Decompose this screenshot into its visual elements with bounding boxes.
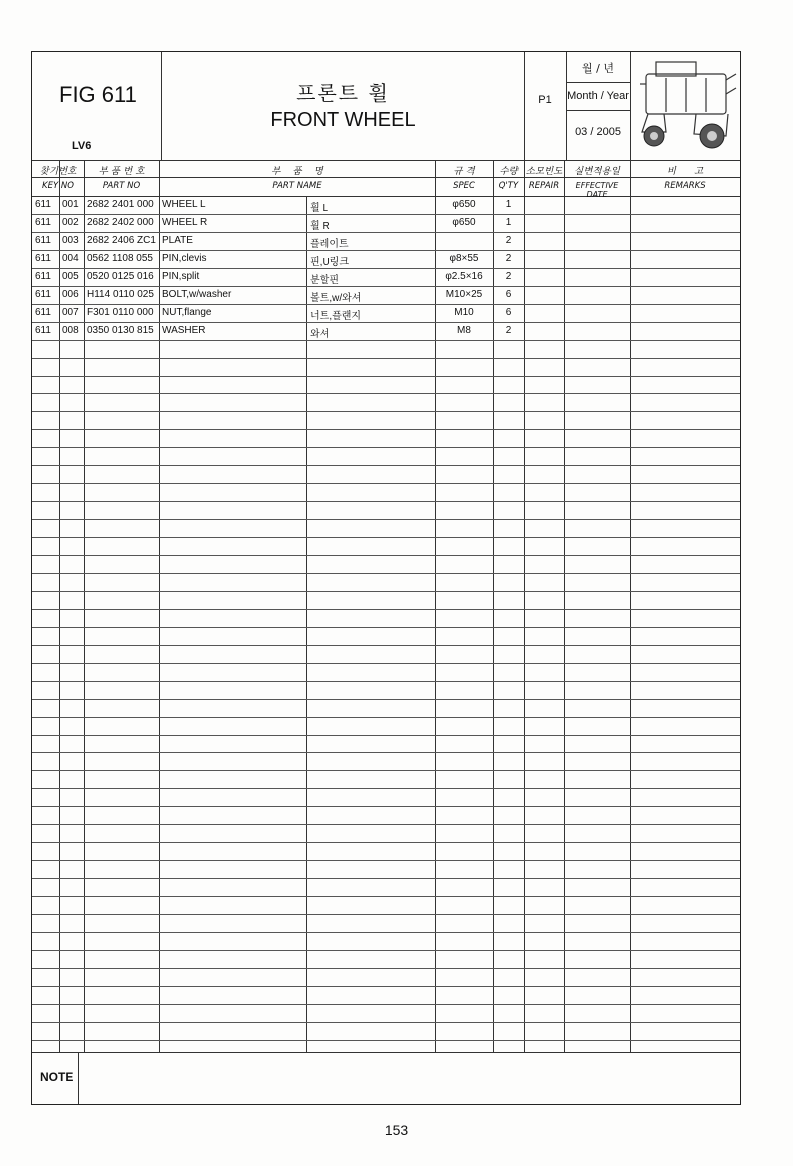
row-line [32, 501, 740, 502]
parts-list-frame [31, 51, 741, 1105]
row-line [32, 806, 740, 807]
col-eff-en: EFFECTIVE DATE [575, 181, 619, 199]
row-line [32, 250, 740, 251]
row-line [32, 573, 740, 574]
row-line [32, 411, 740, 412]
col-line-name [306, 196, 307, 1052]
cell-qty: 2 [505, 270, 512, 282]
cell-key: 006 [62, 288, 79, 300]
cell-name-ko: 플레이트 [310, 238, 349, 250]
cell-name-ko: 너트,플랜지 [310, 310, 362, 322]
row-line [32, 735, 740, 736]
cell-spec: φ2.5×16 [445, 270, 483, 282]
cell-name-en: PIN,split [162, 270, 200, 282]
row-line [32, 465, 740, 466]
date-head-divider [566, 82, 630, 83]
row-line [32, 645, 740, 646]
date-value-divider [566, 110, 630, 111]
col-line-key [84, 160, 85, 1052]
title-korean: 프론트 휠 [296, 81, 390, 105]
col-repair-en: REPAIR [528, 181, 560, 191]
row-line [32, 717, 740, 718]
row-line [32, 304, 740, 305]
cell-fig: 611 [35, 252, 51, 264]
col-line-eff [564, 160, 565, 1052]
cell-qty: 2 [505, 234, 512, 246]
cell-name-en: PLATE [162, 234, 193, 246]
col-key-en: KEY NO [42, 181, 74, 191]
subheader-divider [32, 177, 740, 178]
cell-fig: 611 [35, 199, 51, 210]
col-rem-en: REMARKS [664, 181, 706, 191]
date-heading-english: Month / Year [567, 90, 629, 102]
header-divider-v2 [524, 52, 525, 160]
note-label: NOTE [40, 1070, 74, 1084]
header-divider-v1 [161, 52, 162, 160]
cell-fig: 611 [35, 234, 51, 246]
row-line [32, 555, 740, 556]
row-line [32, 878, 740, 879]
cell-qty: 1 [505, 216, 512, 228]
column-header-divider [32, 196, 740, 197]
row-line [32, 627, 740, 628]
cell-qty: 2 [505, 252, 512, 264]
row-line [32, 663, 740, 664]
cell-name-ko: 와셔 [310, 328, 330, 340]
page-number: 153 [384, 1122, 409, 1138]
row-line [32, 896, 740, 897]
col-rem-ko: 비 고 [666, 166, 704, 177]
cell-name-en: NUT,flange [162, 306, 212, 318]
col-spec-ko: 규 격 [453, 166, 475, 177]
col-eff-ko: 실변적용일 [574, 166, 620, 177]
row-line [32, 770, 740, 771]
cell-key: 002 [62, 216, 79, 228]
row-line [32, 519, 740, 520]
row-line [32, 232, 740, 233]
cell-key: 008 [62, 324, 79, 336]
row-line [32, 950, 740, 951]
cell-part: 0520 0125 016 [87, 270, 154, 282]
cell-part: F301 0110 000 [87, 306, 154, 318]
cell-key: 001 [62, 199, 79, 210]
cell-spec: M10×25 [445, 288, 483, 300]
note-divider [32, 1052, 740, 1053]
col-part-ko: 부 품 번 호 [98, 166, 145, 177]
cell-qty: 6 [505, 306, 512, 318]
col-line-part [159, 160, 160, 1052]
date-heading-korean: 월 / 년 [582, 62, 614, 75]
cell-name-ko: 핀,U링크 [310, 256, 349, 268]
cell-part: 2682 2401 000 [87, 199, 154, 210]
date-value: 03 / 2005 [575, 126, 621, 138]
fig-label: FIG 611 [59, 82, 137, 107]
cell-part: 2682 2406 ZC1 [87, 234, 156, 246]
cell-name-en: WASHER [162, 324, 206, 336]
cell-fig: 611 [35, 306, 51, 318]
cell-part: 0562 1108 055 [87, 252, 153, 264]
cell-key: 005 [62, 270, 79, 282]
header-divider-v4 [630, 52, 631, 160]
row-line [32, 752, 740, 753]
col-part-en: PART NO [102, 181, 141, 191]
cell-fig: 611 [35, 288, 51, 300]
cell-name-ko: 볼트,w/와셔 [310, 292, 362, 304]
cell-name-en: WHEEL L [162, 199, 206, 210]
cell-qty: 1 [505, 199, 512, 210]
cell-qty: 2 [505, 324, 512, 336]
row-line [32, 932, 740, 933]
title-english: FRONT WHEEL [270, 109, 416, 131]
header-divider [32, 160, 740, 161]
cell-key: 004 [62, 252, 79, 264]
cell-name-ko: 휠 R [310, 220, 330, 232]
row-line [32, 322, 740, 323]
row-line [32, 286, 740, 287]
row-line [32, 681, 740, 682]
col-key-ko: 찾기번호 [39, 166, 77, 177]
row-line [32, 1004, 740, 1005]
cell-name-en: PIN,clevis [162, 252, 207, 264]
cell-qty: 6 [505, 288, 512, 300]
cell-part: 2682 2402 000 [87, 216, 154, 228]
row-line [32, 788, 740, 789]
col-line-repair [524, 160, 525, 1052]
row-line [32, 214, 740, 215]
cell-spec: φ8×55 [449, 252, 479, 264]
cell-key: 007 [62, 306, 79, 318]
row-line [32, 914, 740, 915]
cell-name-ko: 분할핀 [310, 274, 339, 286]
cell-spec: M10 [454, 306, 474, 318]
row-line [32, 447, 740, 448]
col-name-en: PART NAME [272, 181, 322, 191]
row-line [32, 842, 740, 843]
machine-illustration-icon [636, 54, 740, 160]
row-line [32, 358, 740, 359]
row-line [32, 699, 740, 700]
col-line-fig [59, 160, 60, 1052]
row-line [32, 268, 740, 269]
col-qty-ko: 수량 [499, 166, 518, 177]
row-line [32, 483, 740, 484]
row-line [32, 824, 740, 825]
row-line [32, 860, 740, 861]
cell-fig: 611 [35, 216, 51, 228]
row-line [32, 340, 740, 341]
cell-fig: 611 [35, 324, 51, 336]
row-line [32, 1040, 740, 1041]
cell-name-en: WHEEL R [162, 216, 208, 228]
col-qty-en: Q'TY [498, 181, 519, 191]
cell-key: 003 [62, 234, 79, 246]
note-divider-v [78, 1052, 79, 1104]
cell-spec: φ650 [452, 216, 476, 228]
col-line-rem [630, 160, 631, 1052]
row-line [32, 1022, 740, 1023]
cell-fig: 611 [35, 270, 51, 282]
col-spec-en: SPEC [453, 181, 475, 191]
cell-spec: φ650 [452, 199, 476, 210]
page-code: P1 [538, 94, 552, 106]
row-line [32, 376, 740, 377]
row-line [32, 429, 740, 430]
cell-part: H114 0110 025 [87, 288, 154, 300]
col-repair-ko: 소모빈도 [525, 166, 563, 177]
col-name-ko: 부 품 명 [271, 166, 323, 177]
row-line [32, 591, 740, 592]
cell-spec: M8 [457, 324, 471, 336]
cell-name-en: BOLT,w/washer [162, 288, 232, 300]
cell-part: 0350 0130 815 [87, 324, 154, 336]
row-line [32, 986, 740, 987]
row-line [32, 537, 740, 538]
row-line [32, 609, 740, 610]
row-line [32, 968, 740, 969]
row-line [32, 393, 740, 394]
cell-name-ko: 휠 L [310, 203, 328, 214]
model-label: LV6 [72, 140, 92, 152]
